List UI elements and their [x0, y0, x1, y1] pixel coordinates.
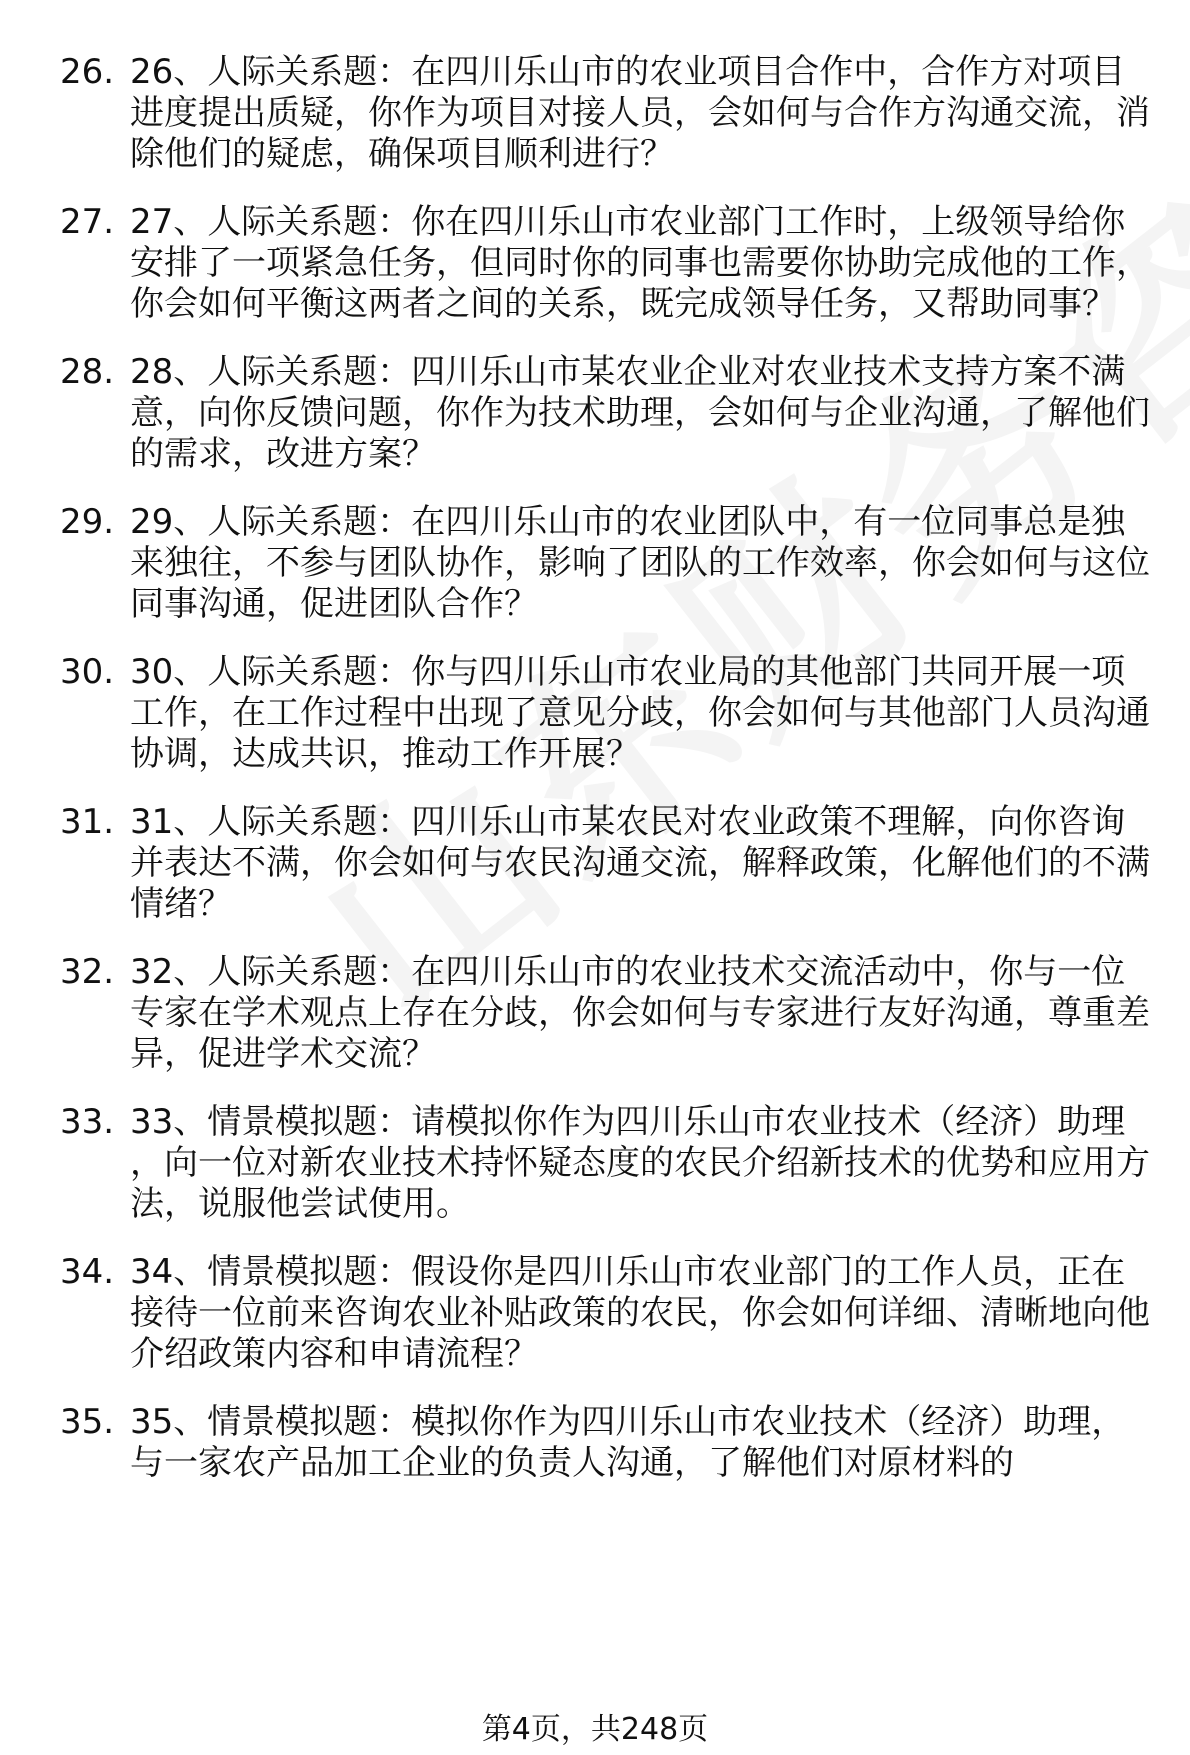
question-text: 29、人际关系题：在四川乐山市的农业团队中，有一位同事总是独来独往，不参与团队协作，影响了团队的工作效率，你会如何与这位同事沟通，促进团队合作？: [130, 502, 1150, 624]
question-text: 34、情景模拟题：假设你是四川乐山市农业部门的工作人员，正在接待一位前来咨询农业补贴政策的农民，你会如何详细、清晰地向他介绍政策内容和申请流程？: [130, 1252, 1150, 1374]
question-text: 30、人际关系题：你与四川乐山市农业局的其他部门共同开展一项工作，在工作过程中出现了意见分歧，你会如何与其他部门人员沟通协调，达成共识，推动工作开展？: [130, 652, 1150, 774]
question-item: [60, 352, 1150, 475]
question-list: [60, 52, 1150, 1511]
question-text: 31、人际关系题：四川乐山市某农民对农业政策不理解，向你咨询并表达不满，你会如何与农民沟通交流，解释政策，化解他们的不满情绪？: [130, 802, 1150, 924]
question-number: 27.: [60, 202, 115, 242]
question-item: [60, 1102, 1150, 1225]
question-item: [60, 652, 1150, 775]
question-text: 32、人际关系题：在四川乐山市的农业技术交流活动中，你与一位专家在学术观点上存在分歧，你会如何与专家进行友好沟通，尊重差异，促进学术交流？: [130, 952, 1150, 1074]
question-number: 31.: [60, 802, 115, 842]
question-number: 30.: [60, 652, 115, 692]
page-footer: 第4页，共248页: [481, 1712, 709, 1747]
question-text: 28、人际关系题：四川乐山市某农业企业对农业技术支持方案不满意，向你反馈问题，你作为技术助理，会如何与企业沟通，了解他们的需求，改进方案？: [130, 352, 1150, 474]
question-number: 32.: [60, 952, 115, 992]
question-number: 26.: [60, 52, 115, 92]
question-number: 34.: [60, 1252, 115, 1292]
question-number: 29.: [60, 502, 115, 542]
question-number: 35.: [60, 1402, 115, 1442]
question-item: [60, 1402, 1150, 1484]
question-text: 27、人际关系题：你在四川乐山市农业部门工作时，上级领导给你安排了一项紧急任务，但同时你的同事也需要你协助完成他的工作，你会如何平衡这两者之间的关系，既完成领导任务，又帮助同事？: [130, 202, 1150, 324]
question-text: 33、情景模拟题：请模拟你作为四川乐山市农业技术（经济）助理，向一位对新农业技术持怀疑态度的农民介绍新技术的优势和应用方法，说服他尝试使用。: [130, 1102, 1150, 1224]
question-number: 33.: [60, 1102, 115, 1142]
question-item: [60, 952, 1150, 1075]
question-item: [60, 1252, 1150, 1375]
question-number: 28.: [60, 352, 115, 392]
question-text: 26、人际关系题：在四川乐山市的农业项目合作中，合作方对项目进度提出质疑，你作为项目对接人员，会如何与合作方沟通交流，消除他们的疑虑，确保项目顺利进行？: [130, 52, 1150, 174]
question-item: [60, 802, 1150, 925]
question-item: [60, 502, 1150, 625]
question-item: [60, 52, 1150, 175]
question-item: [60, 202, 1150, 325]
question-text: 35、情景模拟题：模拟你作为四川乐山市农业技术（经济）助理，与一家农产品加工企业的负责人沟通，了解他们对原材料的: [130, 1402, 1126, 1483]
